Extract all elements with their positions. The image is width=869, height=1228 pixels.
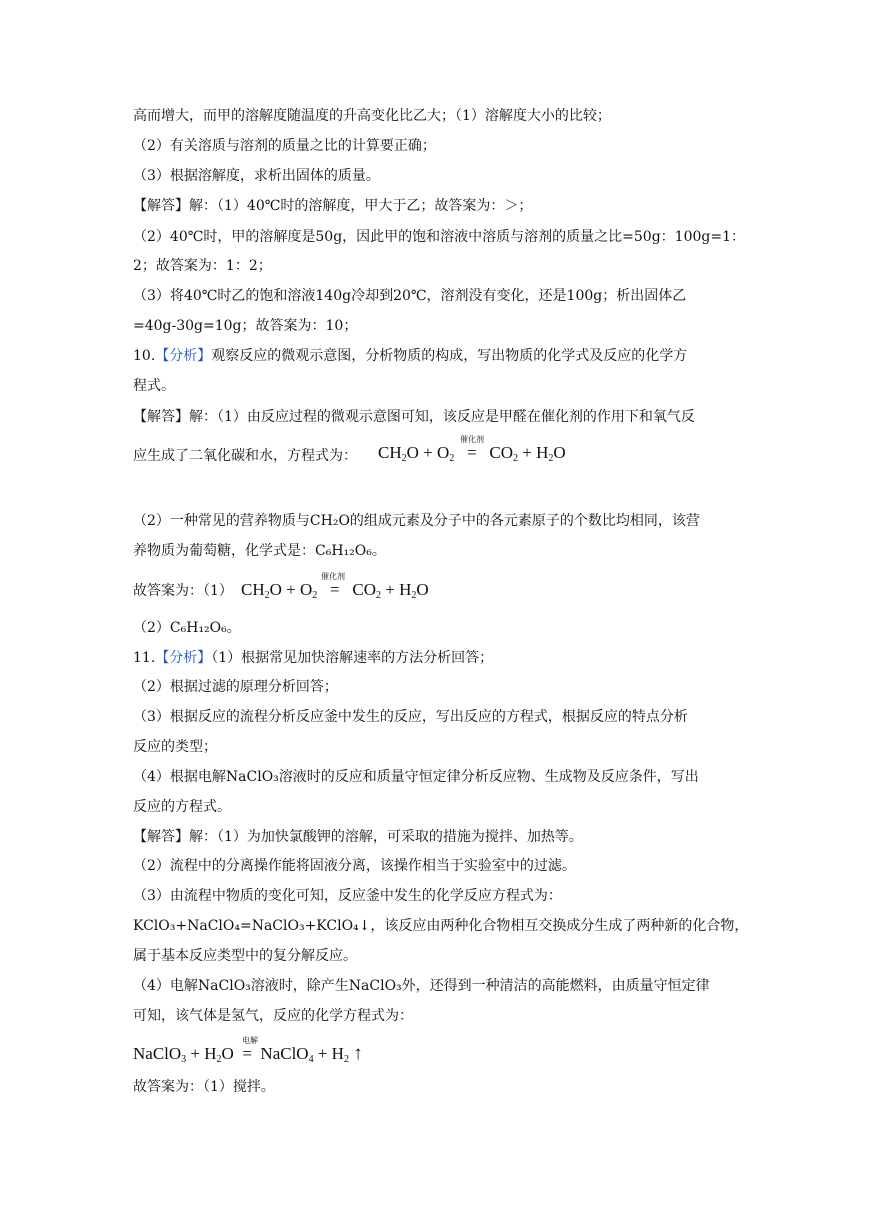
chemical-equation: $CH_2O + O_2 = CO_2 + H_2O$	[241, 580, 429, 601]
text-line: （2）一种常见的营养物质与CH₂O的组成元素及分子中的各元素原子的个数比均相同，该营	[133, 513, 700, 529]
text-line: 养物质为葡萄糖，化学式是：C₆H₁₂O₆。	[133, 543, 386, 559]
text-line: （2）有关溶质与溶剂的质量之比的计算要正确；	[133, 138, 436, 154]
reaction-condition: 催化剂	[321, 572, 345, 581]
text-line: 【解答】解：（1）为加快氯酸钾的溶解，可采取的措施为搅拌、加热等。	[133, 829, 583, 845]
analysis-text: （1）根据常见加快溶解速率的方法分析回答；	[211, 650, 494, 666]
chemical-equation: $CH_2O + O_2 = CO_2 + H_2O$	[378, 443, 566, 464]
text-line: 【解答】解：（1）40℃时的溶解度，甲大于乙；故答案为：＞；	[133, 198, 533, 214]
text-line: （3）由流程中物质的变化可知，反应釜中发生的化学反应方程式为：	[133, 888, 562, 904]
analysis-text: 观察反应的微观示意图，分析物质的构成，写出物质的化学式及反应的化学方	[211, 348, 688, 364]
text-line: KClO₃+NaClO₄=NaClO₃+KClO₄↓，该反应由两种化合物相互交换成分生成了两种新的化合物，	[133, 918, 749, 934]
reaction-condition: 催化剂	[460, 435, 484, 444]
question-number: 10.	[133, 348, 156, 364]
chemical-equation: NaClO$_3$ + $H_2O$ = NaClO$_4$ + $H_2$ ↑	[133, 1043, 363, 1065]
text-line: 高而增大，而甲的溶解度随温度的升高变化比乙大；（1）溶解度大小的比较；	[133, 108, 611, 124]
text-line: 故答案为：（1）搅拌。	[133, 1079, 275, 1095]
analysis-tag: 【分析】	[155, 348, 212, 364]
text-line: 反应的类型；	[133, 739, 217, 755]
q10-analysis-line	[133, 346, 687, 366]
reaction-condition: 电解	[242, 1036, 258, 1045]
text-line: 可知，该气体是氢气，反应的化学方程式为：	[133, 1008, 413, 1024]
text-line: （2）C₆H₁₂O₆。	[133, 620, 241, 636]
text-line: 故答案为：（1）	[133, 583, 233, 599]
text-line: （2）40℃时，甲的溶解度是50g，因此甲的饱和溶液中溶质与溶剂的质量之比=50g：100g=1：	[133, 229, 745, 245]
text-line: 【解答】解：（1）由反应过程的微观示意图可知，该反应是甲醛在催化剂的作用下和氧气反	[133, 409, 695, 425]
text-line: （4）根据电解NaClO₃溶液时的反应和质量守恒定律分析反应物、生成物及反应条件，写出	[133, 769, 699, 785]
q11-analysis-line	[133, 648, 493, 668]
text-line: 2；故答案为：1：2；	[133, 258, 272, 274]
text-line: （4）电解NaClO₃溶液时，除产生NaClO₃外，还得到一种清洁的高能燃料，由质量守恒定律	[133, 978, 710, 994]
text-line: （2）根据过滤的原理分析回答；	[133, 679, 338, 695]
text-line: （3）根据溶解度，求析出固体的质量。	[133, 168, 380, 184]
text-line: 属于基本反应类型中的复分解反应。	[133, 948, 357, 964]
analysis-tag: 【分析】	[155, 650, 212, 666]
text-line: =40g-30g=10g；故答案为：10；	[133, 318, 358, 334]
text-line: 程式。	[133, 378, 175, 394]
text-line: （3）将40℃时乙的饱和溶液140g冷却到20℃，溶剂没有变化，还是100g；析出固体乙	[133, 288, 687, 304]
text-line: （3）根据反应的流程分析反应釜中发生的反应，写出反应的方程式，根据反应的特点分析	[133, 709, 688, 725]
question-number: 11.	[133, 650, 156, 666]
text-line: （2）流程中的分离操作能将固液分离，该操作相当于实验室中的过滤。	[133, 858, 576, 874]
text-line: 反应的方程式。	[133, 799, 231, 815]
text-line: 应生成了二氧化碳和水，方程式为：	[133, 448, 357, 464]
